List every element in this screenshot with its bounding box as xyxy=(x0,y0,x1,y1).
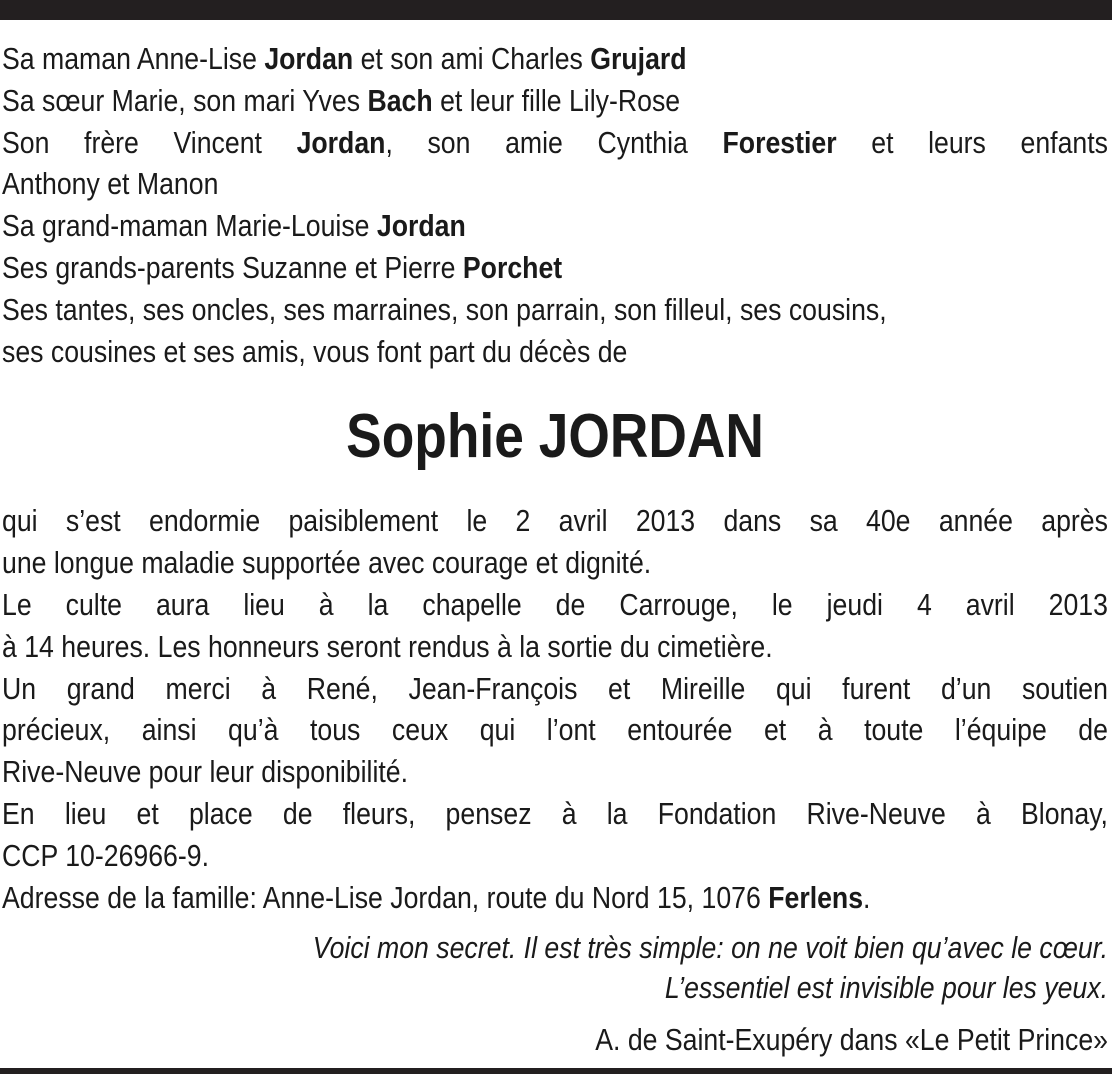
family-line: Ses tantes, ses oncles, ses marraines, son parrain, son filleul, ses cousins, xyxy=(2,291,887,327)
family-line: Son frère Vincent Jordan, son amie Cynthia Forestier et leurs enfants xyxy=(2,124,1108,160)
body-line: précieux, ainsi qu’à tous ceux qui l’ont entourée et à toute l’équipe de xyxy=(2,712,1108,748)
family-line: Sa grand-maman Marie-Louise Jordan xyxy=(2,208,466,244)
family-line: ses cousines et ses amis, vous font part du décès de xyxy=(2,333,628,369)
body-line: En lieu et place de fleurs, pensez à la Fondation Rive-Neuve à Blonay, xyxy=(2,795,1108,831)
quote-line: Voici mon secret. Il est très simple: on ne voit bien qu’avec le cœur. xyxy=(312,930,1108,966)
family-line: Sa sœur Marie, son mari Yves Bach et leur fille Lily-Rose xyxy=(2,82,681,118)
family-line: Anthony et Manon xyxy=(2,166,219,202)
body-line: Rive-Neuve pour leur disponibilité. xyxy=(2,754,409,790)
family-line: Sa maman Anne-Lise Jordan et son ami Charles Grujard xyxy=(2,41,687,76)
obituary-notice xyxy=(2,38,1108,1060)
notice-body xyxy=(2,500,1108,918)
quote-line: L’essentiel est invisible pour les yeux. xyxy=(664,970,1108,1006)
body-line: qui s’est endormie paisiblement le 2 avril 2013 dans sa 40e année après xyxy=(2,503,1108,539)
address-line: Adresse de la famille: Anne-Lise Jordan, route du Nord 15, 1076 Ferlens. xyxy=(2,879,871,915)
body-line: Le culte aura lieu à la chapelle de Carrouge, le jeudi 4 avril 2013 xyxy=(2,586,1108,622)
family-line: Ses grands-parents Suzanne et Pierre Porchet xyxy=(2,249,563,285)
deceased-name: Sophie JORDAN xyxy=(346,402,764,472)
body-line: CCP 10-26966-9. xyxy=(2,837,210,873)
body-line: à 14 heures. Les honneurs seront rendus à la sortie du cimetière. xyxy=(2,628,773,664)
bottom-rule xyxy=(0,1068,1112,1074)
family-announcement xyxy=(2,38,1108,372)
top-rule xyxy=(0,0,1112,20)
quote-author: A. de Saint-Exupéry dans «Le Petit Prince» xyxy=(595,1022,1108,1058)
body-line: une longue maladie supportée avec courage et dignité. xyxy=(2,545,652,581)
quotation xyxy=(2,928,1108,1060)
body-line: Un grand merci à René, Jean-François et Mireille qui furent d’un soutien xyxy=(2,670,1108,706)
